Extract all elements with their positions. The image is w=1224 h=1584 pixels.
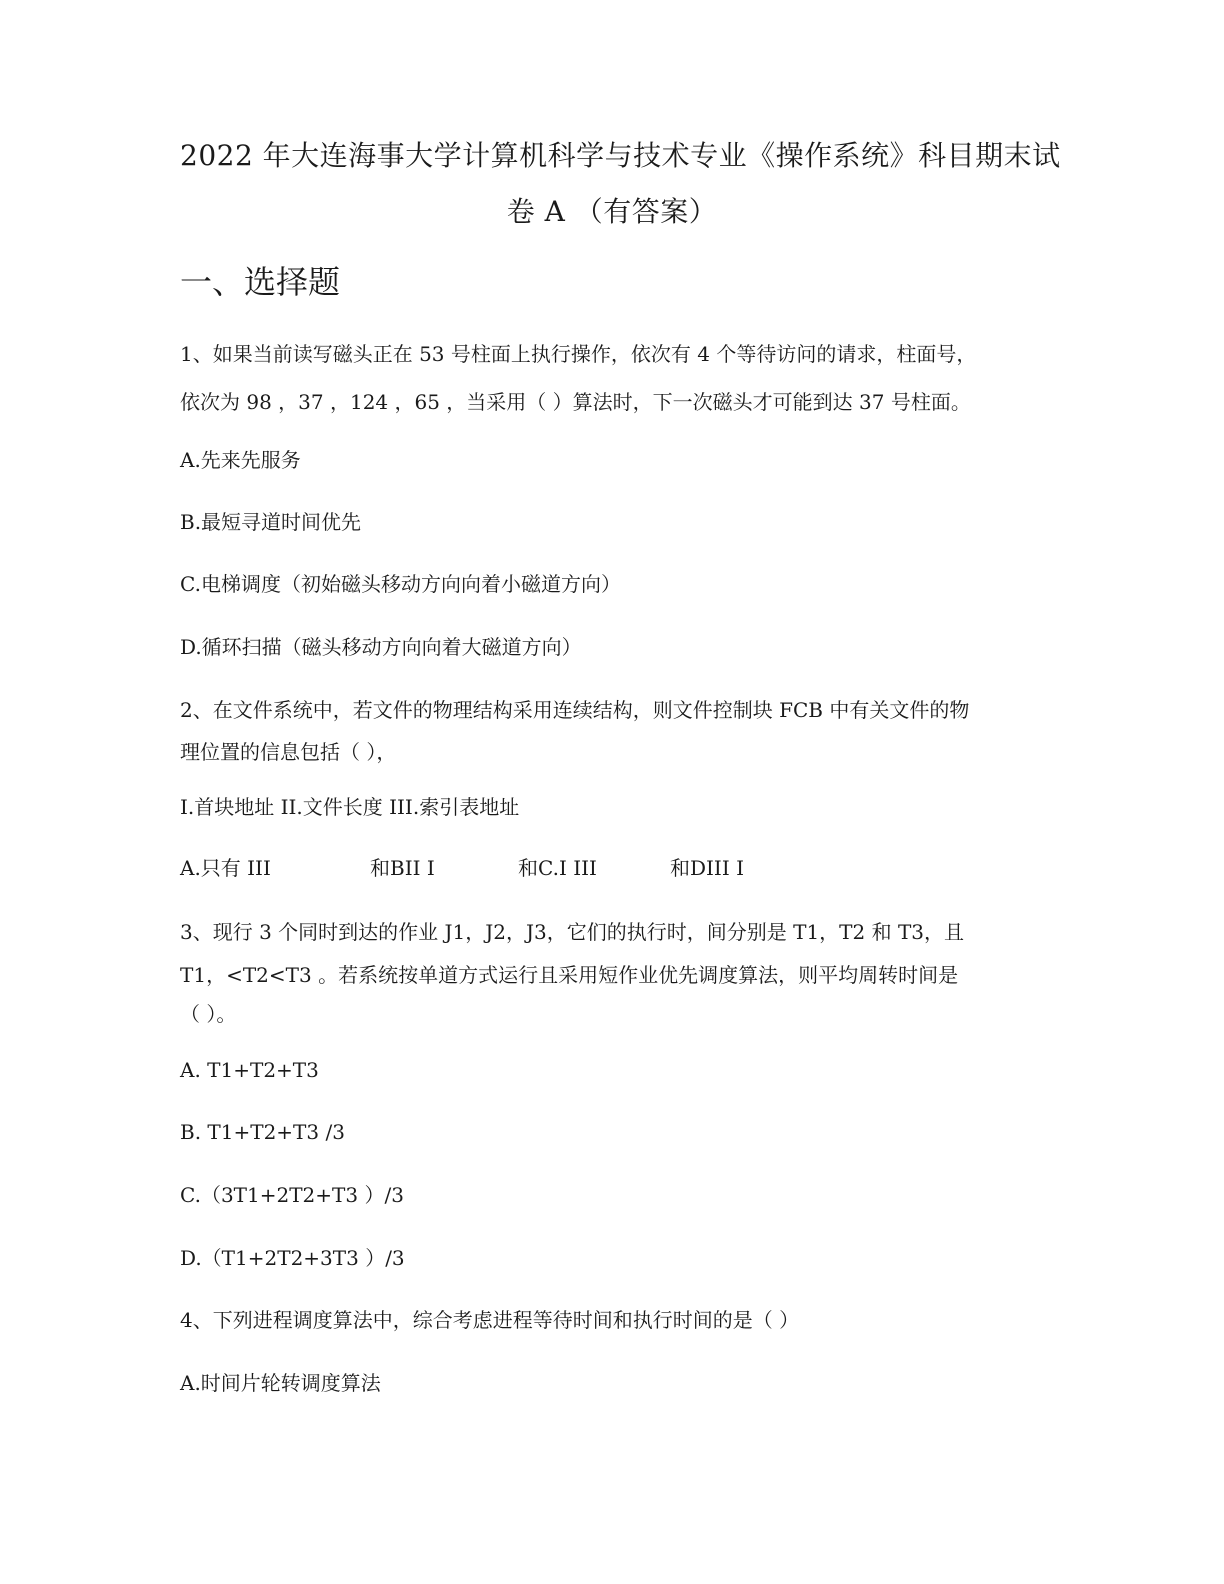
q3-stem-line3: （ ）。 [180, 1002, 237, 1026]
q2-stem-line2: 理位置的信息包括（ ）， [180, 740, 397, 764]
q1-stem-line2: 依次为 98 ，37 ，124 ，65 ，当采用（ ）算法时，下一次磁头才可能到达 37 号柱面。 [180, 390, 971, 414]
q2-stem-line1: 2、在文件系统中，若文件的物理结构采用连续结构，则文件控制块 FCB 中有关文件的物 [180, 698, 970, 722]
q2-options-row [180, 858, 780, 882]
q3-option-b: B. T1+T2+T3 /3 [180, 1120, 345, 1144]
q1-option-a: A.先来先服务 [180, 448, 301, 472]
q3-option-d: D.（T1+2T2+3T3 ）/3 [180, 1246, 405, 1270]
q1-option-c: C.电梯调度（初始磁头移动方向向着小磁道方向） [180, 572, 621, 596]
q2-option-d: 和DIII I [670, 856, 744, 880]
q3-stem-line1: 3、现行 3 个同时到达的作业 J1，J2，J3，它们的执行时，间分别是 T1，T2 和 T3，且 [180, 920, 965, 944]
q3-option-c: C.（3T1+2T2+T3 ）/3 [180, 1183, 404, 1207]
q2-option-c: 和C.I III [518, 856, 597, 880]
section-heading: 一、选择题 [180, 263, 341, 301]
q2-items: I.首块地址 II.文件长度 III.索引表地址 [180, 795, 520, 819]
document-title-line2: 卷 A （有答案） [506, 195, 718, 228]
q1-stem-line1: 1、如果当前读写磁头正在 53 号柱面上执行操作，依次有 4 个等待访问的请求，柱面号， [180, 342, 977, 366]
q2-option-a: A.只有 III [180, 856, 271, 880]
q3-stem-line2: T1，<T2<T3 。若系统按单道方式运行且采用短作业优先调度算法，则平均周转时间是 [180, 963, 959, 987]
q4-option-a: A.时间片轮转调度算法 [180, 1371, 381, 1395]
document-title-line1: 2022 年大连海事大学计算机科学与技术专业《操作系统》科目期末试 [180, 139, 1061, 172]
q1-option-b: B.最短寻道时间优先 [180, 510, 362, 534]
q1-option-d: D.循环扫描（磁头移动方向向着大磁道方向） [180, 635, 582, 659]
q3-option-a: A. T1+T2+T3 [180, 1058, 319, 1082]
q4-stem-line1: 4、下列进程调度算法中，综合考虑进程等待时间和执行时间的是（ ） [180, 1308, 800, 1332]
q2-option-b: 和BII I [370, 856, 435, 880]
